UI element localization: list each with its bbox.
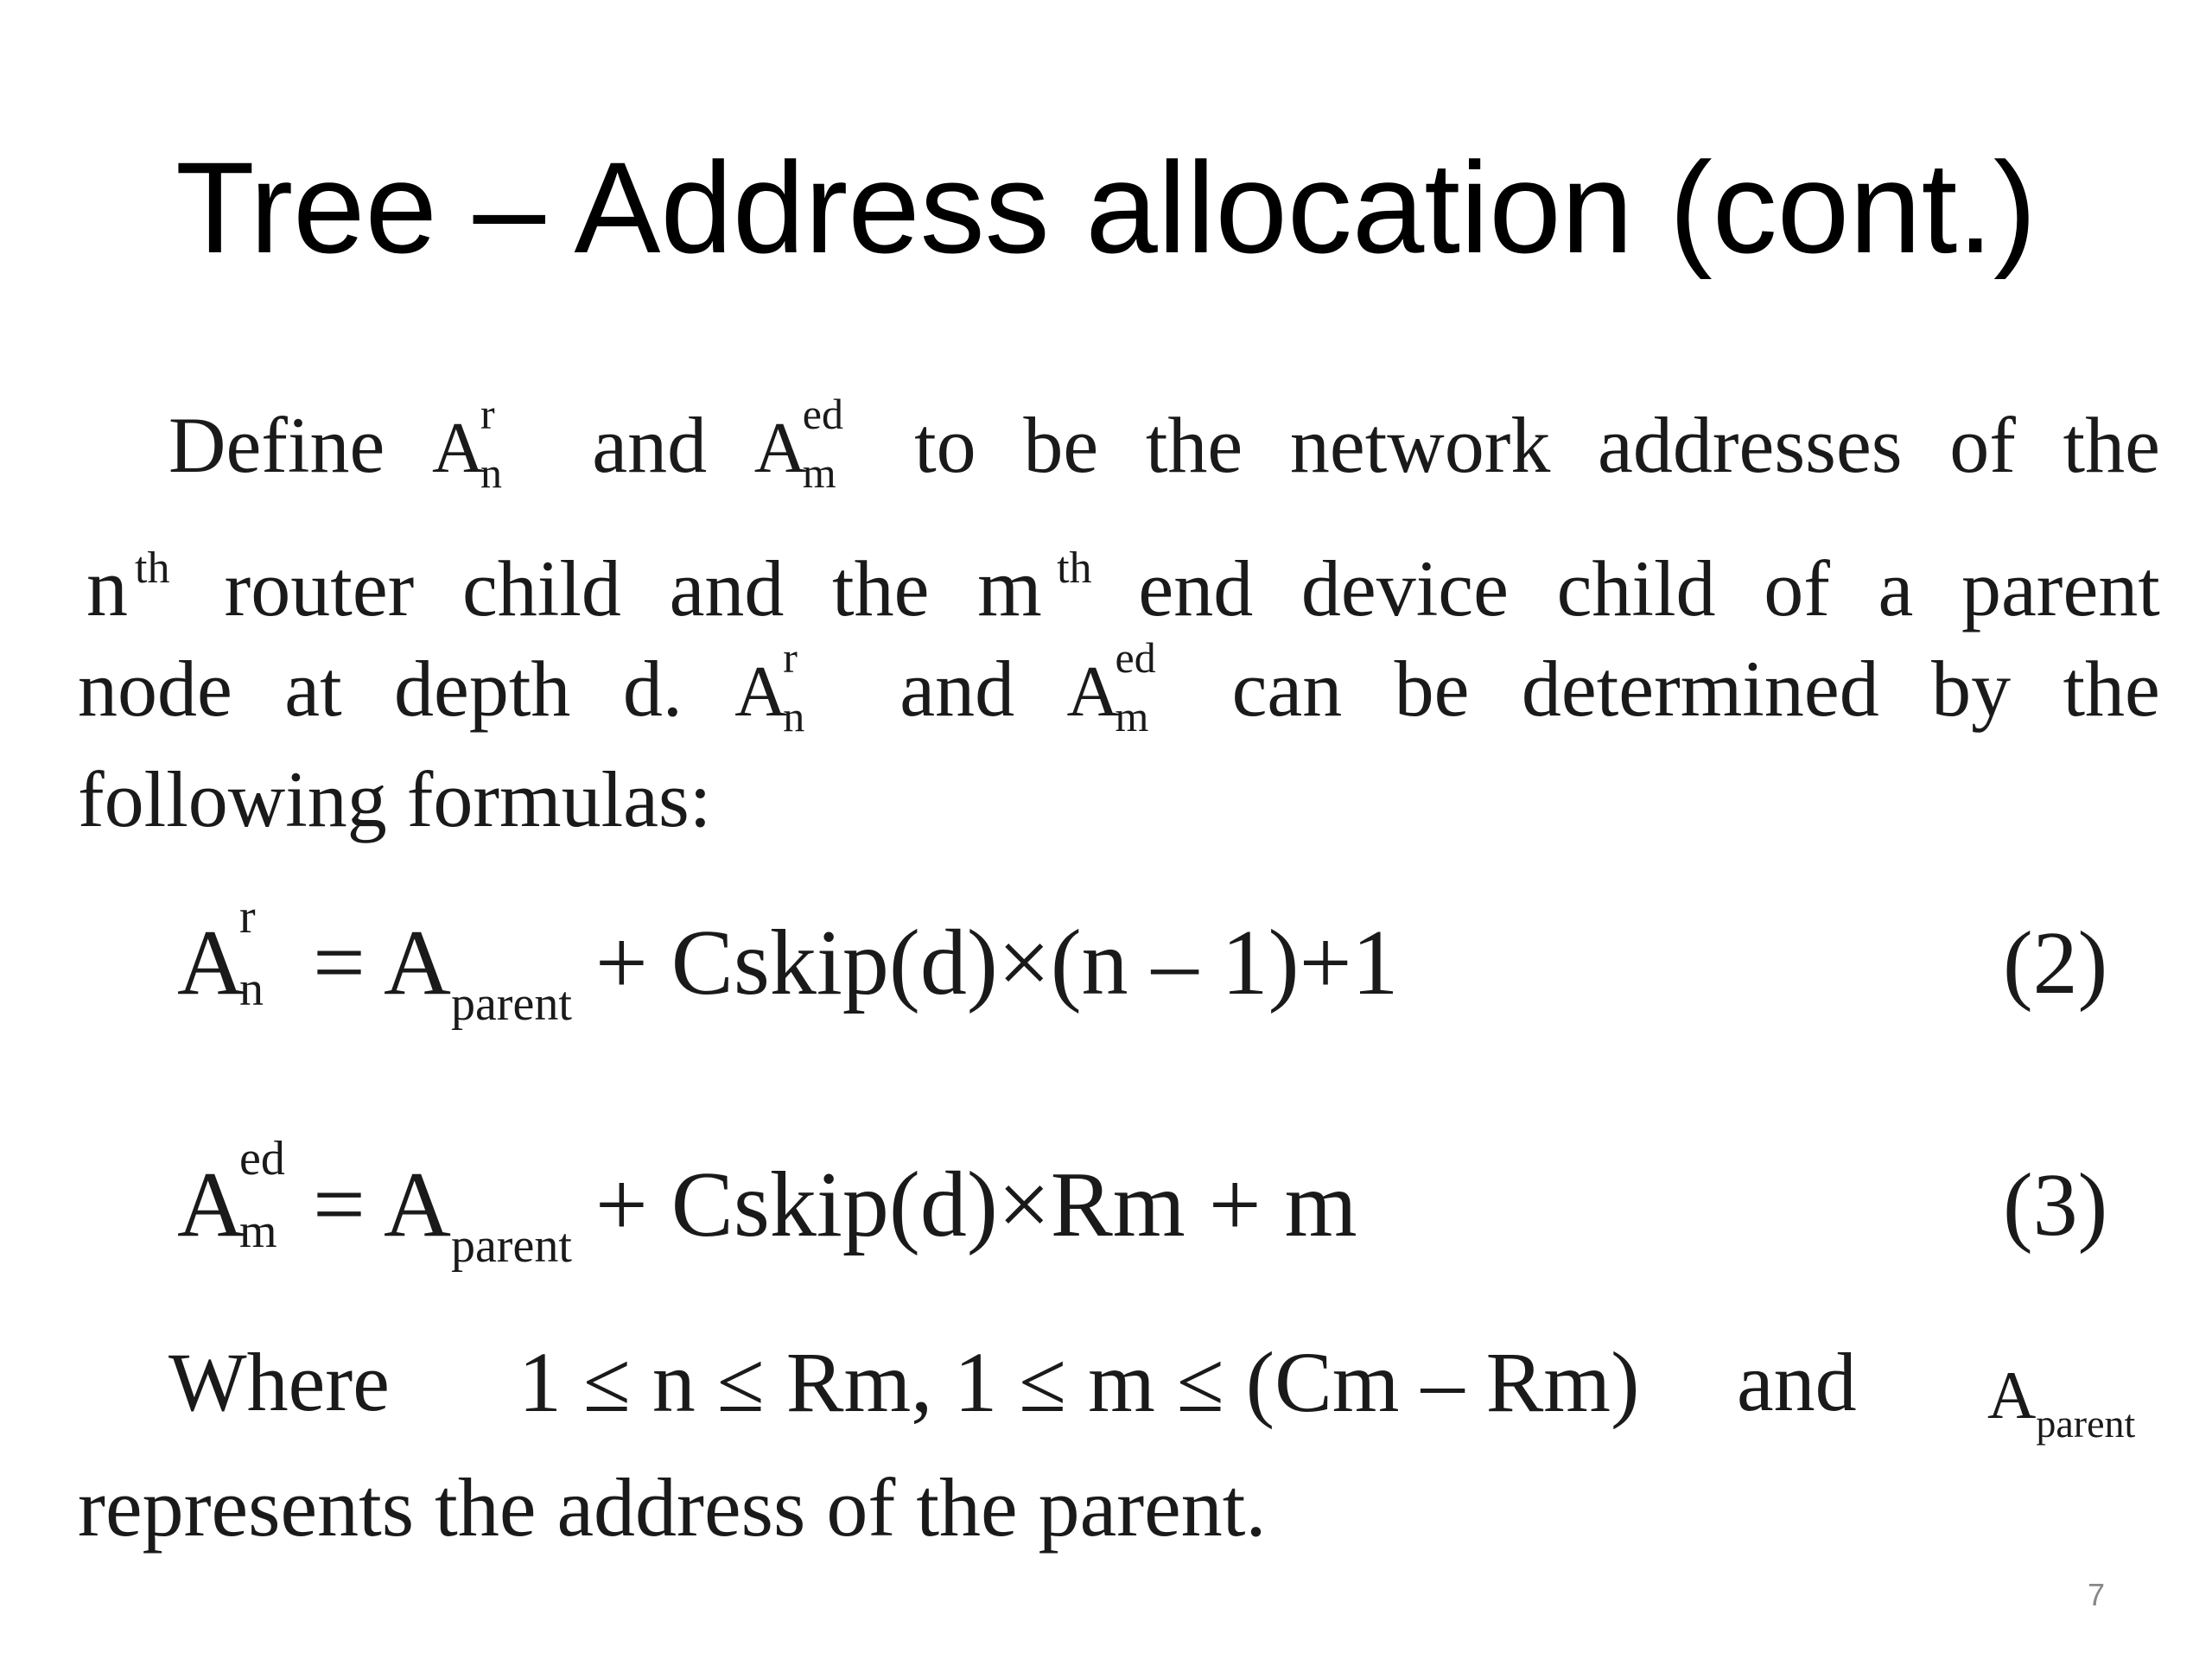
word: of — [1949, 401, 2016, 489]
paragraph-line-4: following formulas: — [78, 755, 712, 843]
equation-3: A ed m = $A_{parent}$ + Cskip(d)×Rm + m — [177, 1132, 1357, 1273]
word: node — [78, 645, 232, 733]
where-a-parent: $A_{parent}$ — [1987, 1357, 2136, 1446]
word: end — [1138, 544, 1254, 632]
equation-2: A r n = $A_{parent}$ + Cskip(d)×(n – 1)+1 — [177, 890, 1399, 1031]
word: child — [1556, 544, 1716, 632]
page-number: 7 — [2087, 1577, 2105, 1612]
where-and: and — [1737, 1336, 1857, 1428]
symbol-a-n-r: A r n — [431, 390, 502, 497]
symbol-a-n-r: A r n — [734, 633, 805, 741]
where-line-2: represents the address of the parent. — [78, 1461, 1267, 1554]
word: router — [224, 544, 415, 632]
word: depth — [394, 645, 571, 733]
word: device — [1300, 544, 1509, 632]
symbol-a-m-ed: A ed m — [753, 390, 843, 497]
word: parent — [1961, 544, 2160, 632]
where-label: Where — [168, 1336, 390, 1428]
paragraph-line-1 — [168, 390, 2160, 497]
word: determined — [1521, 645, 1879, 733]
word: child — [461, 544, 621, 632]
word: Define — [168, 401, 385, 489]
word: and — [592, 401, 708, 489]
paragraph-line-2 — [86, 540, 2160, 636]
equation-number-2: (2) — [2003, 913, 2108, 1013]
equation-number-3: (3) — [2003, 1155, 2108, 1255]
word: network — [1289, 401, 1551, 489]
mth: m th — [977, 541, 1092, 633]
word: addresses — [1598, 401, 1903, 489]
word: and — [669, 544, 785, 632]
word: the — [2063, 401, 2160, 489]
word: by — [1931, 645, 2012, 733]
word: to — [914, 401, 976, 489]
word: of — [1764, 544, 1830, 632]
word: at — [284, 645, 342, 733]
word: the — [832, 544, 930, 632]
symbol-a-m-ed: A ed m — [1066, 633, 1156, 741]
word: d. — [622, 645, 683, 733]
word: be — [1023, 401, 1099, 489]
slide-title: Tree – Address allocation (cont.) — [175, 135, 2037, 280]
word: the — [1145, 401, 1243, 489]
word: can — [1231, 645, 1343, 733]
word: be — [1394, 645, 1470, 733]
nth: n th — [86, 541, 170, 633]
word: and — [899, 645, 1015, 733]
paragraph-line-3 — [78, 633, 2160, 741]
word: the — [2063, 645, 2160, 733]
where-condition: 1 ≤ n ≤ Rm, 1 ≤ m ≤ (Cm – Rm) — [518, 1334, 1640, 1430]
word: a — [1878, 544, 1914, 632]
